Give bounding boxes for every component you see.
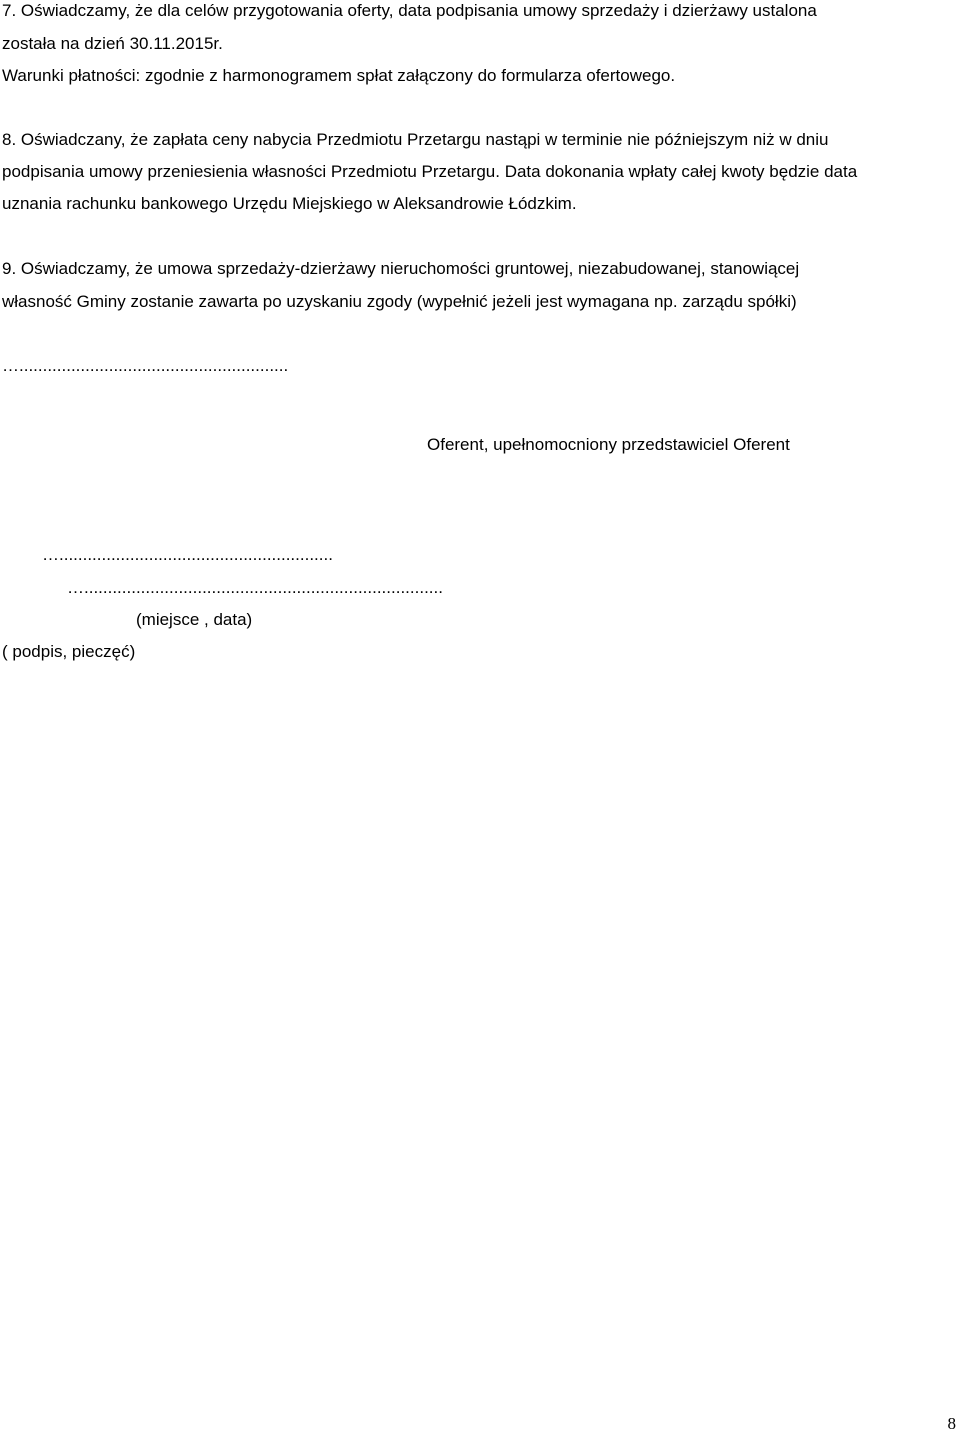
signature-dots-line-2: …............................................................................ [67,578,443,597]
section-9-line-2: własność Gminy zostanie zawarta po uzyskaniu zgody (wypełnić jeżeli jest wymagana np. zarządu spółki) [2,292,797,311]
section-8-line-2: podpisania umowy przeniesienia własności Przedmiotu Przetargu. Data dokonania wpłaty całej kwoty będzie data [2,162,858,181]
section-8-line-1: 8. Oświadczany, że zapłata ceny nabycia Przedmiotu Przetargu nastąpi w terminie nie późniejszym niż w dniu [2,130,829,149]
oferent-label: Oferent, upełnomocniony przedstawiciel Oferent [427,435,790,454]
section-7-line-2: została na dzień 30.11.2015r. [2,34,223,53]
place-date-label: (miejsce , data) [136,610,253,629]
section-9-fill-line: …......................................................... [2,356,289,375]
signature-dots-line-1: ….......................................................... [42,545,333,564]
section-7-line-1: 7. Oświadczamy, że dla celów przygotowania oferty, data podpisania umowy sprzedaży i dzierżawy ustalona [2,1,817,20]
section-7-payment-terms: Warunki płatności: zgodnie z harmonogramem spłat załączony do formularza ofertowego. [2,66,676,85]
section-9-line-1: 9. Oświadczamy, że umowa sprzedaży-dzierżawy nieruchomości gruntowej, niezabudowanej, stanowiącej [2,259,800,278]
signature-stamp-label: ( podpis, pieczęć) [2,642,136,661]
section-8-line-3: uznania rachunku bankowego Urzędu Miejskiego w Aleksandrowie Łódzkim. [2,194,577,213]
page-number: 8 [947,1414,956,1433]
